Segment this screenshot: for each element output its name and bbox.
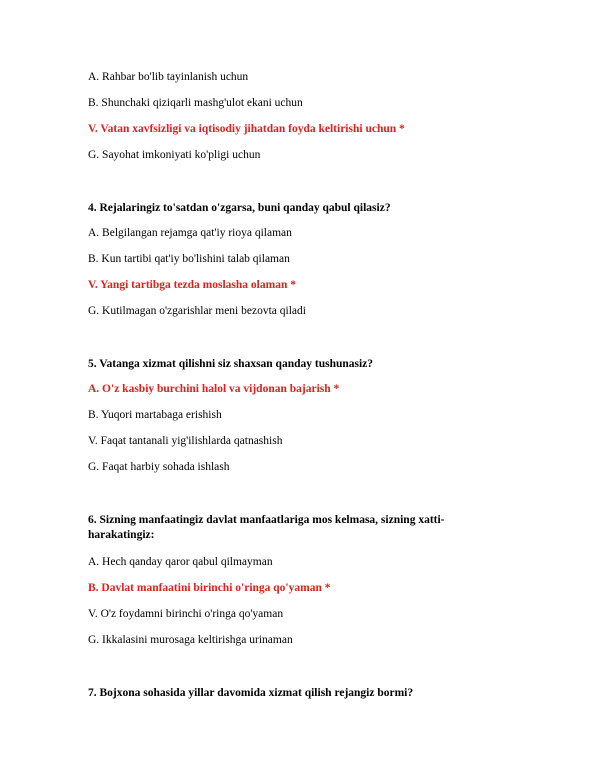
q4-option-b: B. Kun tartibi qat'iy bo'lishini talab qilaman [88,253,290,265]
q6-option-v: V. O'z foydamni birinchi o'ringa qo'yaman [88,608,284,620]
q5-question: 5. Vatanga xizmat qilishni siz shaxsan qanday tushunasiz? [88,358,374,370]
q3-option-b: B. Shunchaki qiziqarli mashg'ulot ekani uchun [88,97,303,109]
q5-option-b: B. Yuqori martabaga erishish [88,409,222,421]
q4-option-v-correct: V. Yangi tartibga tezda moslasha olaman * [88,279,296,291]
q5-option-g: G. Faqat harbiy sohada ishlash [88,461,230,473]
q3-option-a: A. Rahbar bo'lib tayinlanish uchun [88,71,249,83]
q5-option-v: V. Faqat tantanali yig'ilishlarda qatnashish [88,435,283,447]
q5-option-a-correct: A. O'z kasbiy burchini halol va vijdonan bajarish * [88,383,340,395]
q3-option-v-correct: V. Vatan xavfsizligi va iqtisodiy jihatdan foyda keltirishi uchun * [88,123,405,135]
q6-question: 6. Sizning manfaatingiz davlat manfaatlariga mos kelmasa, sizning xatti-harakatingiz: [88,514,445,541]
q3-option-g: G. Sayohat imkoniyati ko'pligi uchun [88,149,261,161]
q7-question: 7. Bojxona sohasida yillar davomida xizmat qilish rejangiz bormi? [88,687,414,699]
q6-option-b-correct: B. Davlat manfaatini birinchi o'ringa qo'yaman * [88,582,331,594]
q6-option-a: A. Hech qanday qaror qabul qilmayman [88,556,273,568]
q4-option-a: A. Belgilangan rejamga qat'iy rioya qilaman [88,227,292,239]
q4-question: 4. Rejalaringiz to'satdan o'zgarsa, buni qanday qabul qilasiz? [88,202,391,214]
q6-option-g: G. Ikkalasini murosaga keltirishga urinaman [88,634,293,646]
q4-option-g: G. Kutilmagan o'zgarishlar meni bezovta qiladi [88,305,306,317]
